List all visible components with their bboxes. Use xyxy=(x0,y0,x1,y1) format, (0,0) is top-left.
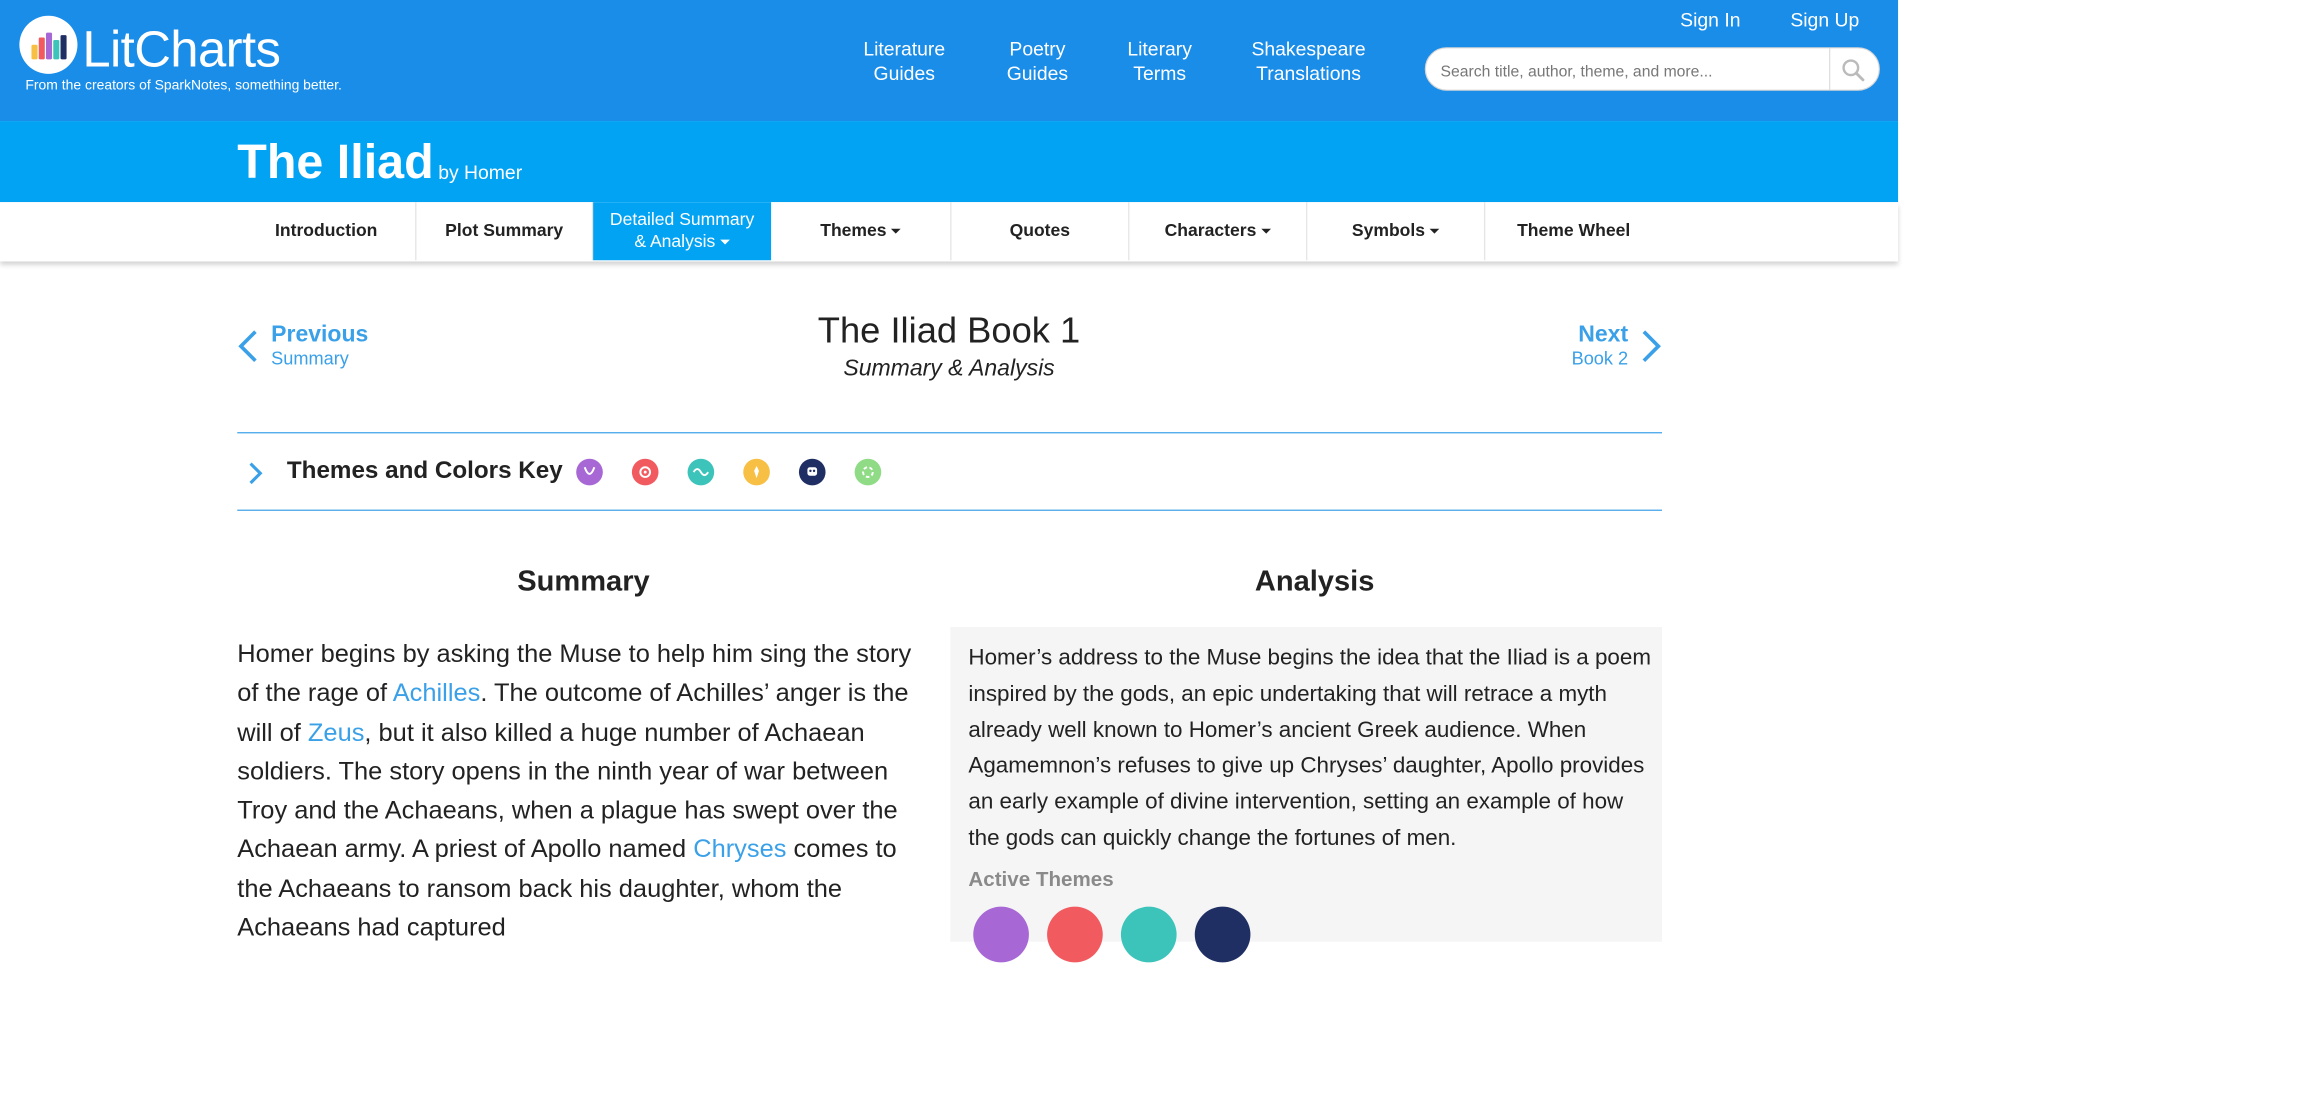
theme-fate-icon[interactable] xyxy=(1121,907,1177,963)
character-link-achilles[interactable]: Achilles xyxy=(392,679,481,708)
search-box xyxy=(1425,47,1880,91)
chevron-right-icon[interactable] xyxy=(247,460,264,487)
caret-down-icon xyxy=(1261,229,1271,234)
nav-literary-terms[interactable] xyxy=(1117,39,1202,87)
divider xyxy=(237,432,1662,433)
themes-colors-key-toggle[interactable]: Themes and Colors Key xyxy=(286,457,563,485)
sign-in-link[interactable]: Sign In xyxy=(1680,10,1741,32)
nav-label-line: Shakespeare xyxy=(1251,39,1366,61)
summary-text: comes to the Achaeans to ransom back his daughter, whom the Achaeans had captured xyxy=(237,835,897,942)
analysis-box xyxy=(950,627,1662,942)
nav-label-line: Literature xyxy=(863,39,946,61)
theme-death-icon[interactable] xyxy=(799,459,826,486)
tab-label: Introduction xyxy=(275,221,378,241)
next-label: Next xyxy=(1578,321,1629,348)
logo-bars-icon xyxy=(31,30,67,59)
summary-text: . The outcome of Achilles’ anger is the will of xyxy=(237,679,909,747)
summary-text: Homer begins by asking the Muse to help him sing the story of the rage of xyxy=(237,640,912,708)
guide-tabs xyxy=(0,202,1898,261)
tab-label: Quotes xyxy=(1009,221,1071,241)
theme-honor-icon[interactable] xyxy=(576,459,603,486)
divider xyxy=(237,510,1662,511)
tab-label: Symbols xyxy=(1351,221,1426,241)
character-link-zeus[interactable]: Zeus xyxy=(307,718,365,747)
caret-down-icon xyxy=(1430,229,1440,234)
page-subtitle: Summary & Analysis xyxy=(843,355,1055,382)
tab-theme-wheel[interactable] xyxy=(1485,202,1662,260)
character-link-chryses[interactable]: Chryses xyxy=(693,835,787,864)
analysis-heading: Analysis xyxy=(1254,565,1375,598)
summary-paragraph xyxy=(237,636,927,949)
search-icon[interactable] xyxy=(1840,58,1867,82)
nav-label-line: Guides xyxy=(873,64,935,85)
logo-tagline: From the creators of SparkNotes, something better. xyxy=(25,78,342,94)
site-header xyxy=(0,0,1898,121)
tab-introduction[interactable] xyxy=(237,202,416,260)
caret-down-icon xyxy=(720,240,730,245)
search-divider xyxy=(1829,48,1830,89)
tab-quotes[interactable] xyxy=(951,202,1129,260)
book-title-bar xyxy=(0,121,1898,202)
tab-themes[interactable] xyxy=(771,202,951,260)
nav-poetry-guides[interactable] xyxy=(995,39,1080,87)
tab-label: Themes xyxy=(820,221,887,241)
book-author: by Homer xyxy=(438,163,523,184)
theme-death-icon[interactable] xyxy=(1195,907,1251,963)
nav-label-line: Terms xyxy=(1133,64,1187,85)
previous-label: Previous xyxy=(271,321,369,348)
theme-anger-icon[interactable] xyxy=(632,459,659,486)
active-themes-label: Active Themes xyxy=(968,867,1114,891)
nav-label-line: Guides xyxy=(1006,64,1069,85)
theme-fate-icon[interactable] xyxy=(688,459,715,486)
nav-label-line: Literary xyxy=(1127,39,1192,61)
tab-label: Characters xyxy=(1164,221,1257,241)
page-title: The Iliad Book 1 xyxy=(817,311,1081,352)
summary-heading: Summary xyxy=(517,565,650,598)
sign-up-link[interactable]: Sign Up xyxy=(1790,10,1860,32)
nav-shakespeare-translations[interactable] xyxy=(1247,39,1370,87)
book-title[interactable]: The Iliad xyxy=(237,135,434,189)
search-input[interactable] xyxy=(1440,58,1827,82)
tab-characters[interactable] xyxy=(1129,202,1307,260)
tab-label: Detailed Summary xyxy=(609,210,755,230)
chevron-right-icon xyxy=(1640,329,1662,363)
theme-honor-icon[interactable] xyxy=(973,907,1029,963)
logo-text[interactable]: LitCharts xyxy=(82,20,281,78)
theme-gods-icon[interactable] xyxy=(855,459,882,486)
nav-literature-guides[interactable] xyxy=(855,39,954,87)
tab-plot-summary[interactable] xyxy=(416,202,593,260)
nav-label-line: Poetry xyxy=(1009,39,1066,61)
caret-down-icon xyxy=(891,229,901,234)
tab-label: & Analysis xyxy=(634,232,716,252)
tab-label: Plot Summary xyxy=(445,221,564,241)
nav-label-line: Translations xyxy=(1256,64,1361,85)
theme-anger-icon[interactable] xyxy=(1047,907,1103,963)
tab-detailed-summary-analysis[interactable] xyxy=(593,202,771,260)
tab-label: Theme Wheel xyxy=(1517,221,1631,241)
tab-symbols[interactable] xyxy=(1307,202,1485,260)
theme-glory-icon[interactable] xyxy=(743,459,770,486)
previous-sublabel: Summary xyxy=(271,348,349,370)
analysis-paragraph: Homer’s address to the Muse begins the idea that the Iliad is a poem inspired by the gods, an epic undertaking that will retrace a myth already well known to Homer’s ancient Greek audience. When Agamemnon’s refuses to give up Chryses’ daughter, Apollo provides an early example of divine intervention, setting an example of how the gods can quickly change the fortunes of men. xyxy=(968,643,1651,850)
next-sublabel: Book 2 xyxy=(1571,348,1629,370)
summary-text: , but it also killed a huge number of Achaean soldiers. The story opens in the ninth year of war between Troy and the Achaeans, when a plague has swept over the Achaean army. A priest of Apollo named xyxy=(237,718,898,864)
next-link[interactable] xyxy=(1549,322,1662,378)
